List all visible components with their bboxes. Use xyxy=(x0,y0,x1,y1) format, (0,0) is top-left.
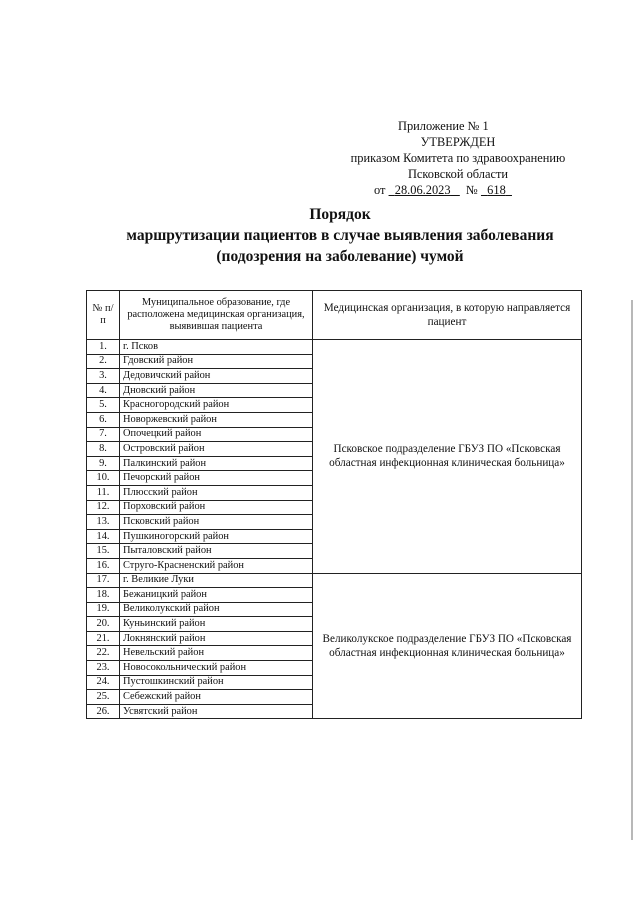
row-number: 22. xyxy=(87,646,120,661)
municipality-name: Островский район xyxy=(120,442,313,457)
table-row xyxy=(87,573,582,588)
approved-label: УТВЕРЖДЕН xyxy=(420,135,496,149)
municipality-name: Красногородский район xyxy=(120,398,313,413)
municipality-name: г. Великие Луки xyxy=(120,573,313,588)
row-number: 11. xyxy=(87,485,120,500)
municipality-name: Псковский район xyxy=(120,515,313,530)
row-number: 20. xyxy=(87,617,120,632)
municipality-name: Бежаницкий район xyxy=(120,588,313,603)
row-number: 12. xyxy=(87,500,120,515)
order-date-value: 28.06.2023 xyxy=(394,183,451,197)
row-number: 16. xyxy=(87,558,120,573)
title-line-3: (подозрения на заболевание) чумой xyxy=(216,248,464,265)
row-number: 2. xyxy=(87,354,120,369)
municipality-name: Дновский район xyxy=(120,383,313,398)
row-number: 23. xyxy=(87,661,120,676)
municipality-name: Палкинский район xyxy=(120,456,313,471)
municipality-name: Усвятский район xyxy=(120,704,313,719)
row-number: 8. xyxy=(87,442,120,457)
row-number: 26. xyxy=(87,704,120,719)
municipality-name: Невельский район xyxy=(120,646,313,661)
scan-edge xyxy=(631,300,633,840)
municipality-name: Дедовичский район xyxy=(120,369,313,384)
row-number: 18. xyxy=(87,588,120,603)
municipality-name: Куньинский район xyxy=(120,617,313,632)
row-number: 4. xyxy=(87,383,120,398)
municipality-name: Пушкиногорский район xyxy=(120,529,313,544)
title-line-2: маршрутизации пациентов в случае выявления заболевания xyxy=(126,227,554,244)
document-title xyxy=(80,204,600,267)
title-line-1: Порядок xyxy=(309,206,371,223)
row-number: 21. xyxy=(87,631,120,646)
row-number: 5. xyxy=(87,398,120,413)
header-organization: Медицинская организация, в которую направляется пациент xyxy=(313,291,582,340)
row-number: 17. xyxy=(87,573,120,588)
municipality-name: Пыталовский район xyxy=(120,544,313,559)
row-number: 14. xyxy=(87,529,120,544)
row-number: 15. xyxy=(87,544,120,559)
table-header-row xyxy=(87,291,582,340)
order-line: приказом Комитета по здравоохранению xyxy=(350,151,566,165)
number-prefix: № xyxy=(466,183,478,197)
municipality-name: Опочецкий район xyxy=(120,427,313,442)
municipality-name: Плюсский район xyxy=(120,485,313,500)
approval-block xyxy=(328,118,588,198)
municipality-name: Порховский район xyxy=(120,500,313,515)
row-number: 24. xyxy=(87,675,120,690)
municipality-name: Печорский район xyxy=(120,471,313,486)
routing-table xyxy=(86,290,582,719)
appendix-label: Приложение № 1 xyxy=(398,119,489,133)
row-number: 3. xyxy=(87,369,120,384)
region-line: Псковской области xyxy=(407,167,509,181)
row-number: 9. xyxy=(87,456,120,471)
header-num: № п/п xyxy=(87,291,120,340)
municipality-name: г. Псков xyxy=(120,340,313,355)
organization-cell: Псковское подразделение ГБУЗ ПО «Псковская областная инфекционная клиническая больница» xyxy=(313,340,582,574)
row-number: 13. xyxy=(87,515,120,530)
municipality-name: Новоржевский район xyxy=(120,412,313,427)
row-number: 10. xyxy=(87,471,120,486)
row-number: 6. xyxy=(87,412,120,427)
table-row xyxy=(87,340,582,355)
municipality-name: Великолукский район xyxy=(120,602,313,617)
municipality-name: Себежский район xyxy=(120,690,313,705)
municipality-name: Пустошкинский район xyxy=(120,675,313,690)
header-municipality: Муниципальное образование, где расположена медицинская организация, выявившая пациента xyxy=(120,291,313,340)
date-prefix: от xyxy=(374,183,386,197)
municipality-name: Новосокольнический район xyxy=(120,661,313,676)
municipality-name: Струго-Красненский район xyxy=(120,558,313,573)
date-line xyxy=(328,182,588,198)
order-number xyxy=(481,183,512,197)
municipality-name: Локнянский район xyxy=(120,631,313,646)
row-number: 19. xyxy=(87,602,120,617)
order-date xyxy=(389,183,460,197)
order-number-value: 618 xyxy=(487,183,506,197)
table-body xyxy=(87,340,582,719)
row-number: 7. xyxy=(87,427,120,442)
row-number: 1. xyxy=(87,340,120,355)
organization-cell: Великолукское подразделение ГБУЗ ПО «Псковская областная инфекционная клиническая больница» xyxy=(313,573,582,719)
municipality-name: Гдовский район xyxy=(120,354,313,369)
row-number: 25. xyxy=(87,690,120,705)
